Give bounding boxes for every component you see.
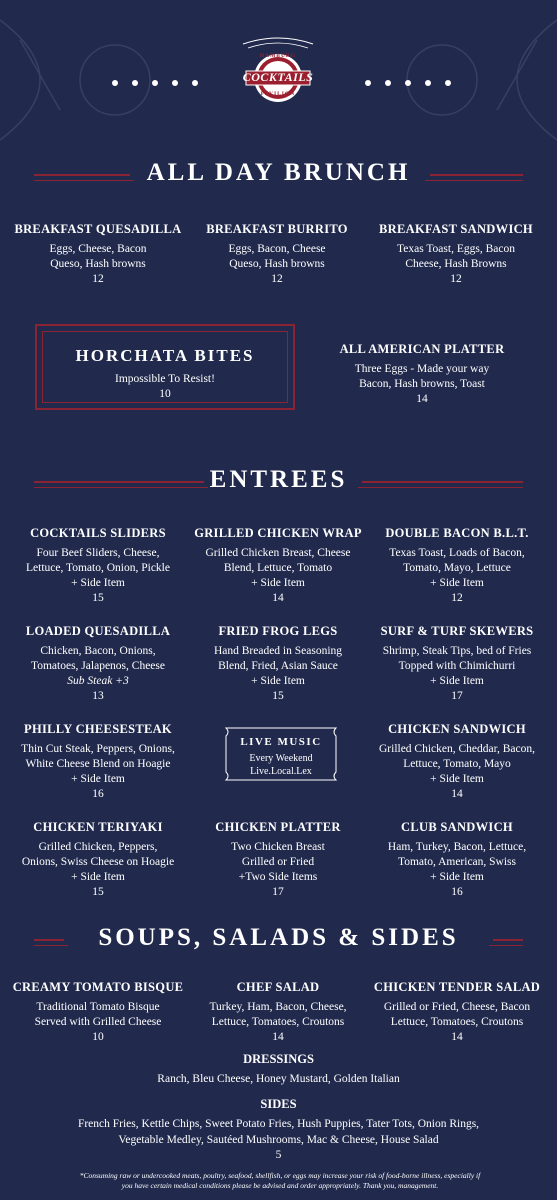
entrees-header xyxy=(0,462,557,502)
item-desc-line: Grilled Chicken Breast, Cheese xyxy=(205,547,351,559)
menu-item-club-sandwich xyxy=(367,820,547,900)
brunch-header xyxy=(0,155,557,195)
menu-item-fried-frog-legs xyxy=(188,624,368,704)
item-name: SURF & TURF SKEWERS xyxy=(380,624,534,638)
item-desc-line: + Side Item xyxy=(71,871,125,883)
item-desc-line: + Side Item xyxy=(251,675,305,687)
sides-section xyxy=(0,1097,557,1164)
header-dots-right xyxy=(365,80,451,86)
item-desc-line: Queso, Hash browns xyxy=(50,258,146,270)
item-name: DOUBLE BACON B.L.T. xyxy=(385,526,529,540)
item-price: 12 xyxy=(271,273,283,285)
menu-item-breakfast-quesadilla xyxy=(8,222,188,287)
item-desc-line: Topped with Chimichurri xyxy=(398,660,516,672)
item-desc-line: Blend, Lettuce, Tomato xyxy=(223,562,333,574)
item-desc-line: Thin Cut Steak, Peppers, Onions, xyxy=(21,743,175,755)
sides-title: SIDES xyxy=(260,1097,297,1111)
live-music-box xyxy=(220,724,342,784)
feature-horchata-bites xyxy=(42,346,288,402)
item-desc-line: Grilled Chicken, Cheddar, Bacon, xyxy=(378,743,536,755)
item-price: 15 xyxy=(272,690,284,702)
item-name: BREAKFAST BURRITO xyxy=(206,222,348,236)
menu-item-chef-salad xyxy=(188,980,368,1045)
item-desc-line: Tomatoes, Jalapenos, Cheese xyxy=(31,660,165,672)
item-desc-line: Served with Grilled Cheese xyxy=(34,1016,162,1028)
item-desc-line: Lettuce, Tomatoes, Croutons xyxy=(390,1016,524,1028)
item-price: 10 xyxy=(92,1031,104,1043)
item-upgrade: Sub Steak +3 xyxy=(67,675,129,687)
item-desc-line: Hand Breaded in Seasoning xyxy=(213,645,343,657)
item-desc-line: Cheese, Hash Browns xyxy=(405,258,507,270)
item-name: CHEF SALAD xyxy=(236,980,320,994)
menu-item-philly-cheesesteak xyxy=(8,722,188,802)
item-price: 14 xyxy=(272,592,284,604)
item-desc-line: White Cheese Blend on Hoagie xyxy=(25,758,171,770)
item-desc-line: +Two Side Items xyxy=(238,871,318,883)
item-price: 16 xyxy=(92,788,104,800)
item-price: 14 xyxy=(416,393,428,405)
item-price: 15 xyxy=(92,886,104,898)
item-desc-line: + Side Item xyxy=(251,577,305,589)
item-desc-line: Lettuce, Tomato, Mayo xyxy=(403,758,511,770)
item-desc-line: Shrimp, Steak Tips, bed of Fries xyxy=(382,645,532,657)
item-desc-line: + Side Item xyxy=(430,577,484,589)
item-desc-line: Texas Toast, Eggs, Bacon xyxy=(397,243,515,255)
item-desc-line: Four Beef Sliders, Cheese, xyxy=(36,547,160,559)
menu-item-loaded-quesadilla xyxy=(8,624,188,704)
item-name: COCKTAILS SLIDERS xyxy=(30,526,166,540)
live-music-line: Every Weekend xyxy=(249,753,313,764)
item-name: CHICKEN TERIYAKI xyxy=(33,820,163,834)
item-desc-line: Eggs, Cheese, Bacon xyxy=(49,243,147,255)
item-name: CHICKEN SANDWICH xyxy=(388,722,526,736)
item-desc-line: Ham, Turkey, Bacon, Lettuce, xyxy=(387,841,527,853)
item-desc-line: + Side Item xyxy=(71,577,125,589)
item-desc-line: Onions, Swiss Cheese on Hoagie xyxy=(21,856,175,868)
menu-item-chicken-sandwich xyxy=(367,722,547,802)
entrees-title: ENTREES xyxy=(209,466,348,493)
item-price: 13 xyxy=(92,690,104,702)
item-name: PHILLY CHEESESTEAK xyxy=(24,722,172,736)
live-music-title: LIVE MUSIC xyxy=(240,736,322,748)
menu-item-double-bacon-blt xyxy=(367,526,547,606)
item-desc-line: Grilled Chicken, Peppers, xyxy=(38,841,158,853)
sides-list-line: Vegetable Medley, Sautéed Mushrooms, Mac & Cheese, House Salad xyxy=(118,1133,439,1146)
item-desc-line: Traditional Tomato Bisque xyxy=(36,1001,160,1013)
item-price: 14 xyxy=(272,1031,284,1043)
menu-item-chicken-platter xyxy=(188,820,368,900)
item-name: FRIED FROG LEGS xyxy=(218,624,338,638)
menu-item-chicken-teriyaki xyxy=(8,820,188,900)
item-desc-line: Chicken, Bacon, Onions, xyxy=(40,645,156,657)
item-desc-line: Grilled or Fried xyxy=(241,856,315,868)
item-desc-line: Turkey, Ham, Bacon, Cheese, xyxy=(209,1001,347,1013)
item-desc-line: Tomato, Mayo, Lettuce xyxy=(403,562,511,574)
item-desc-line: + Side Item xyxy=(430,871,484,883)
dressings-section xyxy=(0,1052,557,1088)
item-price: 15 xyxy=(92,592,104,604)
item-desc-line: Grilled or Fried, Cheese, Bacon xyxy=(383,1001,531,1013)
feature-price: 10 xyxy=(159,388,171,400)
item-desc-line: Eggs, Bacon, Cheese xyxy=(228,243,326,255)
disclaimer-line: *Consuming raw or undercooked meats, poultry, seafood, shellfish, or eggs may increase your risk of food-borne illness, especially if xyxy=(79,1171,481,1180)
item-desc-line: Lettuce, Tomato, Onion, Pickle xyxy=(26,562,170,574)
item-name: BREAKFAST QUESADILLA xyxy=(14,222,182,236)
item-price: 12 xyxy=(450,273,462,285)
menu-item-all-american-platter xyxy=(332,342,512,407)
dressings-list: Ranch, Bleu Cheese, Honey Mustard, Golden Italian xyxy=(157,1073,400,1085)
brunch-title: ALL DAY BRUNCH xyxy=(146,159,411,186)
item-name: LOADED QUESADILLA xyxy=(25,624,171,638)
item-desc-line: Two Chicken Breast xyxy=(231,841,325,853)
item-desc-line: Tomato, American, Swiss xyxy=(397,856,516,868)
disclaimer-line: you have certain medical conditions please be advised and order appropriately. Thank you, management. xyxy=(121,1181,439,1190)
item-price: 17 xyxy=(451,690,463,702)
item-name: CLUB SANDWICH xyxy=(401,820,513,834)
logo-arc-bottom: PAVILION xyxy=(260,91,296,97)
menu-item-creamy-tomato-bisque xyxy=(8,980,188,1045)
logo-brand-text: COCKTAILS xyxy=(242,70,314,84)
soups-title: SOUPS, SALADS & SIDES xyxy=(98,924,459,951)
food-safety-disclaimer xyxy=(30,1171,530,1191)
live-music-line: Live.Local.Lex xyxy=(250,766,312,777)
item-desc-line: + Side Item xyxy=(71,773,125,785)
menu-item-chicken-tender-salad xyxy=(367,980,547,1045)
item-desc-line: Queso, Hash browns xyxy=(229,258,325,270)
item-name: CHICKEN TENDER SALAD xyxy=(373,980,541,994)
sides-list-line: French Fries, Kettle Chips, Sweet Potato Fries, Hush Puppies, Tater Tots, Onion Rings, xyxy=(77,1118,480,1130)
item-desc-line: Texas Toast, Loads of Bacon, xyxy=(389,547,525,559)
item-price: 12 xyxy=(451,592,463,604)
menu-item-breakfast-burrito xyxy=(187,222,367,287)
dressings-title: DRESSINGS xyxy=(243,1052,314,1066)
item-name: CHICKEN PLATTER xyxy=(215,820,341,834)
item-price: 14 xyxy=(451,1031,463,1043)
item-price: 12 xyxy=(92,273,104,285)
item-price: 14 xyxy=(451,788,463,800)
sides-price: 5 xyxy=(275,1149,282,1161)
menu-item-breakfast-sandwich xyxy=(366,222,546,287)
item-name: CREAMY TOMATO BISQUE xyxy=(12,980,184,994)
item-desc-line: Bacon, Hash browns, Toast xyxy=(359,378,485,390)
feature-desc: Impossible To Resist! xyxy=(115,373,215,385)
header-dots-left xyxy=(112,80,198,86)
menu-item-grilled-chicken-wrap xyxy=(188,526,368,606)
item-desc-line: + Side Item xyxy=(430,773,484,785)
menu-item-surf-turf-skewers xyxy=(367,624,547,704)
item-desc-line: Three Eggs - Made your way xyxy=(354,363,490,375)
item-name: GRILLED CHICKEN WRAP xyxy=(194,526,362,540)
logo-arc-top: HAMBURG xyxy=(259,53,297,59)
item-desc-line: Lettuce, Tomatoes, Croutons xyxy=(211,1016,345,1028)
item-name: ALL AMERICAN PLATTER xyxy=(339,342,505,356)
item-desc-line: + Side Item xyxy=(430,675,484,687)
soups-header xyxy=(0,920,557,960)
item-desc-line: Blend, Fried, Asian Sauce xyxy=(218,660,338,672)
item-name: BREAKFAST SANDWICH xyxy=(379,222,533,236)
item-price: 17 xyxy=(272,886,284,898)
item-price: 16 xyxy=(451,886,463,898)
feature-name: HORCHATA BITES xyxy=(75,346,255,365)
menu-item-cocktails-sliders xyxy=(8,526,188,606)
